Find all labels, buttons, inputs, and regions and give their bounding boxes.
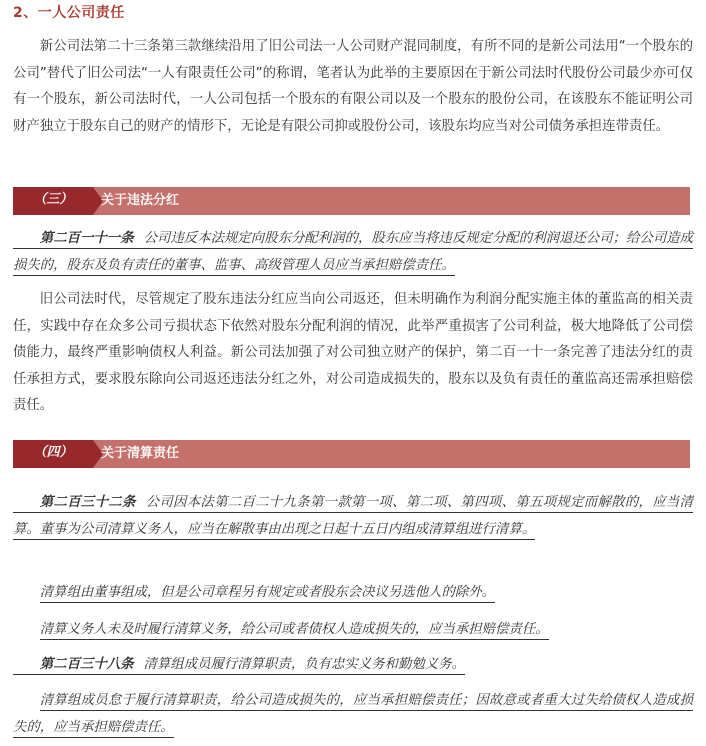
section-3-banner (13, 187, 690, 215)
section-4-title: 关于清算责任 (101, 446, 180, 461)
section-2-heading: 2、一人公司责任 (13, 5, 125, 21)
article-238-number: 第二百三十八条 (39, 657, 134, 672)
article-211-text: 公司违反本法规定向股东分配利润的，股东应当将违反规定分配的利润退还公司；给公司造成损失的，股东及负有责任的董事、监事、高级管理人员应当承担赔偿责任。 (13, 231, 694, 273)
article-232-quote (13, 490, 693, 543)
section-3-tag: （三） (13, 187, 93, 215)
section-4-banner (13, 440, 690, 468)
article-238-text: 清算组成员履行清算职责，负有忠实义务和勤勉义务。 (143, 657, 465, 672)
article-238-para-2: 清算组成员怠于履行清算职责，给公司造成损失的，应当承担赔偿责任；因故意或者重大过失给债权人造成损失的，应当承担赔偿责任。 (13, 688, 693, 741)
article-232-text: 公司因本法第二百二十九条第一款第一项、第二项、第四项、第五项规定而解散的，应当清算。董事为公司清算义务人，应当在解散事由出现之日起十五日内组成清算组进行清算。 (13, 495, 693, 537)
article-232-number: 第二百三十二条 (39, 495, 136, 510)
section-2-paragraph: 新公司法第二十三条第三款继续沿用了旧公司法一人公司财产混同制度，有所不同的是新公司法用“一个股东的公司”替代了旧公司法“一人有限责任公司”的称谓，笔者认为此举的主要原因在于新公司法时代股份公司最少亦可仅有一个股东，新公司法时代，一人公司包括一个股东的有限公司以及一个股东的股份公司，在该股东不能证明公司财产独立于股东自己的财产的情形下，无论是有限公司抑或股份公司，该股东均应当对公司债务承担连带责任。 (13, 39, 693, 134)
article-232-para-2: 清算组由董事组成，但是公司章程另有规定或者股东会决议另选他人的除外。 (13, 580, 693, 607)
article-211-quote (13, 226, 693, 279)
article-232-para-3: 清算义务人未及时履行清算义务，给公司或者债权人造成损失的，应当承担赔偿责任。 (13, 617, 693, 644)
article-238-quote (13, 652, 693, 679)
article-211-number: 第二百一十一条 (39, 231, 134, 246)
section-4-tag: （四） (13, 440, 93, 468)
section-3-paragraph: 旧公司法时代，尽管规定了股东违法分红应当向公司返还，但未明确作为利润分配实施主体的董监高的相关责任，实践中存在众多公司亏损状态下依然对股东分配利润的情况，此举严重损害了公司利益，极大地降低了公司偿债能力，最终严重影响债权人利益。新公司法加强了对公司独立财产的保护，第二百一十一条完善了违法分红的责任承担方式，要求股东除向公司返还违法分红之外，对公司造成损失的，股东以及负有责任的董监高还需承担赔偿责任。 (13, 292, 693, 413)
section-3-title: 关于违法分红 (101, 193, 180, 208)
